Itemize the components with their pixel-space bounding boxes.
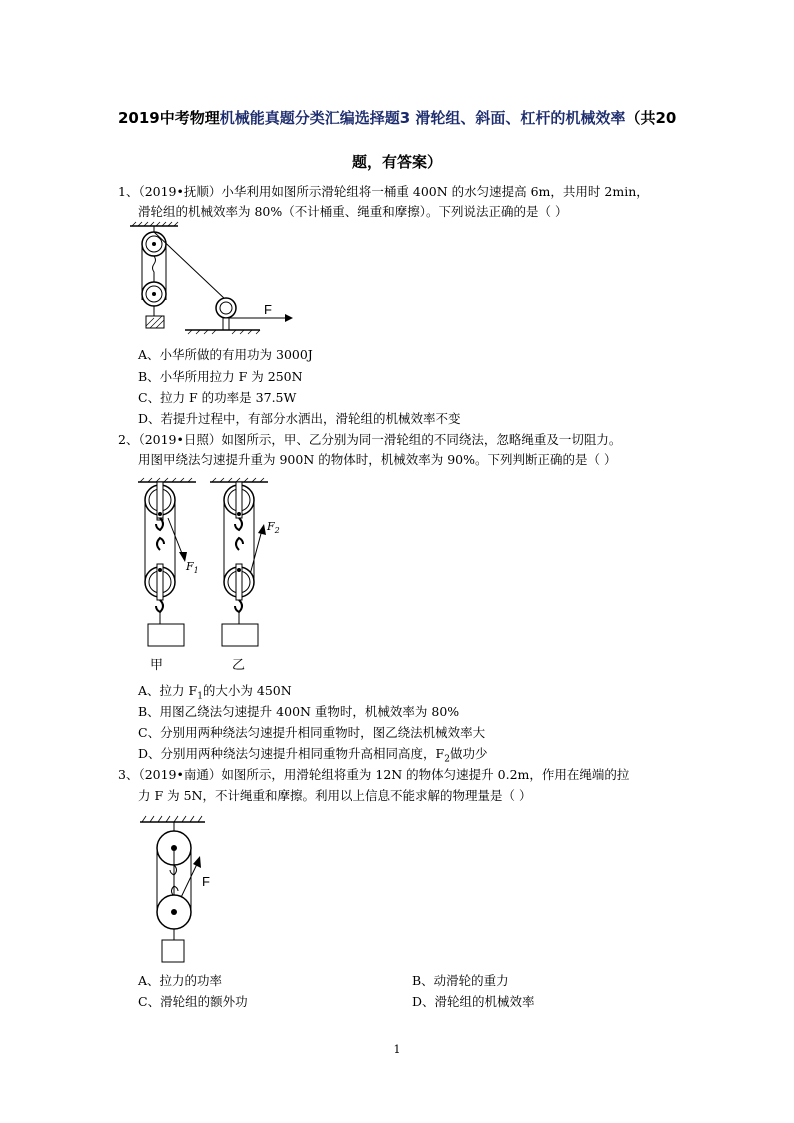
q1-option-b[interactable]: B、小华所用拉力 F 为 250N [138,369,303,384]
q2-stem-line1 [118,431,621,449]
q2-figure [138,478,288,673]
q1-option-d[interactable]: D、若提升过程中，有部分水洒出，滑轮组的机械效率不变 [138,411,461,426]
title-part3: 滑轮组、斜面、杠杆的机械效率 [410,109,626,127]
q2-option-a[interactable]: A、拉力 $F_1$的大小为 450N [138,683,292,702]
title-part4: （共20 [625,109,677,127]
q1-option-c[interactable]: C、拉力 F 的功率是 37.5W [138,390,297,405]
q2-option-c[interactable]: C、分别用两种绕法匀速提升相同重物时，图乙绕法机械效率大 [138,725,486,740]
q3-stem-line2: 力 F 为 5N，不计绳重和摩擦。利用以上信息不能求解的物理量是（ ） [138,788,532,803]
q2-option-b[interactable]: B、用图乙绕法匀速提升 400N 重物时，机械效率为 80% [138,704,460,719]
q1-stem1: （2019•抚顺）小华利用如图所示滑轮组将一桶重 400N 的水匀速提高 6m，共用时 2min， [138,184,649,199]
q1-figure [130,222,300,334]
q2-stem-line2: 用图甲绕法匀速提升重为 900N 的物体时，机械效率为 90%。下列判断正确的是（ ） [138,452,617,467]
q3-figure [140,816,230,966]
q3-option-a[interactable]: A、拉力的功率 [138,973,223,988]
q1-force-label: F [264,302,272,317]
q2-force2-label: $F_2$ [267,520,280,535]
q2-option-d[interactable]: D、分别用两种绕法匀速提升相同重物升高相同高度，$F_2$做功少 [138,746,488,765]
q2-label-yi: 乙 [232,658,246,673]
q1-stem-line1 [118,183,649,201]
q3-stem1: （2019•南通）如图所示，用滑轮组将重为 12N 的物体匀速提升 0.2m，作用在绳端的拉 [138,767,630,782]
q3-option-b[interactable]: B、动滑轮的重力 [412,973,509,988]
q3-option-d[interactable]: D、滑轮组的机械效率 [412,994,535,1009]
q3-force-label: F [202,874,210,889]
page-number: 1 [393,1043,401,1056]
document-title [118,108,678,128]
document-title-line2: 题，有答案） [351,153,442,171]
q3-option-c[interactable]: C、滑轮组的额外功 [138,994,248,1009]
q1-stem-line2: 滑轮组的机械效率为 80%（不计桶重、绳重和摩擦）。下列说法正确的是（ ） [138,204,568,219]
q2-force1-label: $F_1$ [186,560,199,575]
q1-number: 1、 [118,184,139,199]
q2-stem1: （2019•日照）如图所示，甲、乙分别为同一滑轮组的不同绕法，忽略绳重及一切阻力。 [138,432,622,447]
title-part1: 2019中考物理 [118,109,220,127]
q3-stem-line1 [118,766,629,784]
q3-number: 3、 [118,767,139,782]
q2-number: 2、 [118,432,139,447]
q1-option-a[interactable]: A、小华所做的有用功为 3000J [138,347,313,362]
title-part2: 机械能真题分类汇编选择题3 [219,109,411,127]
q2-label-jia: 甲 [150,658,164,673]
